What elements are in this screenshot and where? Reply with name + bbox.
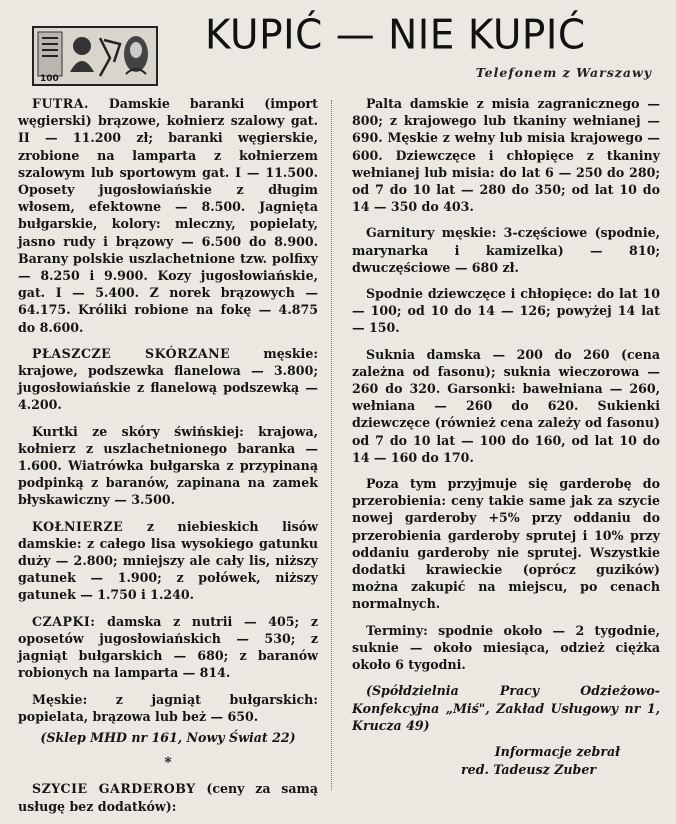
column-logo xyxy=(32,26,158,86)
paragraph-text: (ceny za samą usługę bez dodatków): xyxy=(18,781,318,814)
paragraph-suknia: Suknia damska — 200 do 260 (cena zależna od fasonu); suknia wieczorowa — 260 do 320. Garsonki: bawełniana — 260, wełniana — 260 do 620. Sukienki dziewczęce (również cena zależy od fasonu) od 7 do 10 lat — 100 do 160, od lat 10 do 14 — 160 do 170. xyxy=(352,346,660,465)
logo-number: 100 xyxy=(40,74,59,84)
column-divider xyxy=(331,100,332,790)
paragraph-terminy: Terminy: spodnie około — 2 tygodnie, suknie — około miesiąca, odzież ciężka około 6 tygodni. xyxy=(352,622,660,673)
author-signature xyxy=(352,743,660,779)
right-column xyxy=(352,95,660,779)
paragraph-text: z niebieskich lisów damskie: z całego lisa wysokiego gatunku duży — 2.800; mniejszy ale cały lis, niższy gatunek — 1.900; z połówek, niższy gatunek — 1.750 i 1.240. xyxy=(18,518,318,603)
paragraph-meskie xyxy=(18,691,318,725)
paragraph-text: męskie: krajowe, podszewka flanelowa — 3.800; jugosłowiańskie z flanelową podszewką — 4.200. xyxy=(18,345,318,413)
left-column xyxy=(18,95,318,824)
section-heading: KOŁNIERZE xyxy=(32,518,124,534)
paragraph-futra xyxy=(18,95,318,336)
signature-line-1: Informacje zebrał xyxy=(494,743,620,759)
subtitle: Telefonem z Warszawy xyxy=(475,65,652,80)
paragraph-text: Kurtki ze skóry świńskiej: krajowa, kołnierz z uszlachetnionego baranka — 1.600. Wiatrówka bułgarska z przypinaną podpinką z baranów, zapinana na zamek błyskawiczny — 3.500. xyxy=(18,423,318,508)
signature-line-2: red. Tadeusz Zuber xyxy=(461,761,596,777)
paragraph-text: damska z nutrii — 405; z oposetów jugosłowiańskich — 530; z jagniąt bułgarskich — 680; z baranów robionych na lamparta — 814. xyxy=(18,613,318,681)
section-heading: CZAPKI: xyxy=(32,613,96,629)
paragraph-text: Męskie: z jagniąt bułgarskich: popielata, brązowa lub beż — 650. xyxy=(18,691,318,724)
paragraph-czapki xyxy=(18,613,318,682)
paragraph-garnitury: Garnitury męskie: 3-częściowe (spodnie, marynarka i kamizelka) — 810; dwuczęściowe — 680 zł. xyxy=(352,225,660,275)
paragraph-spodnie: Spodnie dziewczęce i chłopięce: do lat 10 — 100; od 10 do 14 — 126; powyżej 14 lat — 150. xyxy=(352,286,660,336)
paragraph-palta: Palta damskie z misia zagranicznego — 800; z krajowego lub tkaniny wełnianej — 690. Męskie z wełny lub misia krajowego — 600. Dziewczęce i chłopięce z tkaniny wełnianej lub misia: do lat 6 — 250 do 280; od 7 do 10 lat — 280 do 350; od lat 10 do 14 — 350 do 403. xyxy=(352,96,660,215)
paragraph-szycie xyxy=(18,780,318,814)
article-header xyxy=(0,0,676,92)
cooperative-source: (Spółdzielnia Pracy Odzieżowo-Konfekcyjna „Miś", Zakład Usługowy nr 1, Krucza 49) xyxy=(352,683,660,733)
paragraph-text: Damskie baranki (import węgierski) brązowe, kołnierz szalowy gat. II — 11.200 zł; baranki węgierskie, zrobione na lamparta z kołnierzem szalowym lub sportowym gat. I — 11.500. Oposety jugosłowiańskie z długim włosem, efektowne — 8.500. Jagnięta bułgarskie, kolory: mleczny, popielaty, jasno rudy i brązowy — 6.500 do 8.900. Barany polskie uszlachetnione tzw. polfixy — 8.250 i 9.900. Kozy jugosłowiańskie, gat. I — 5.400. Z norek brązowych — 64.175. Króliki robione na fokę — 4.875 do 8.600. xyxy=(18,96,318,335)
separator-star: * xyxy=(164,755,172,772)
paragraph-kurtki xyxy=(18,423,318,509)
shop-source: (Sklep MHD nr 161, Nowy Świat 22) xyxy=(40,729,296,745)
paragraph-plaszcze xyxy=(18,345,318,414)
section-heading: FUTRA. xyxy=(32,96,89,111)
paragraph-kolnierze xyxy=(18,518,318,604)
section-heading: SZYCIE GARDEROBY xyxy=(32,781,196,797)
paragraph-przerobienie: Poza tym przyjmuje się garderobę do przerobienia: ceny takie same jak za szycie nowej garderoby +5% przy oddaniu do przerobienia garderoby sprutej i 10% przy oddaniu garderoby nie sprutej. Wszystkie dodatki krawieckie (oprócz guzików) można zakupić na miejscu, po cenach normalnych. xyxy=(352,476,660,612)
page-title: KUPIĆ — NIE KUPIĆ xyxy=(205,11,586,60)
section-heading: PŁASZCZE SKÓRZANE xyxy=(32,345,231,361)
